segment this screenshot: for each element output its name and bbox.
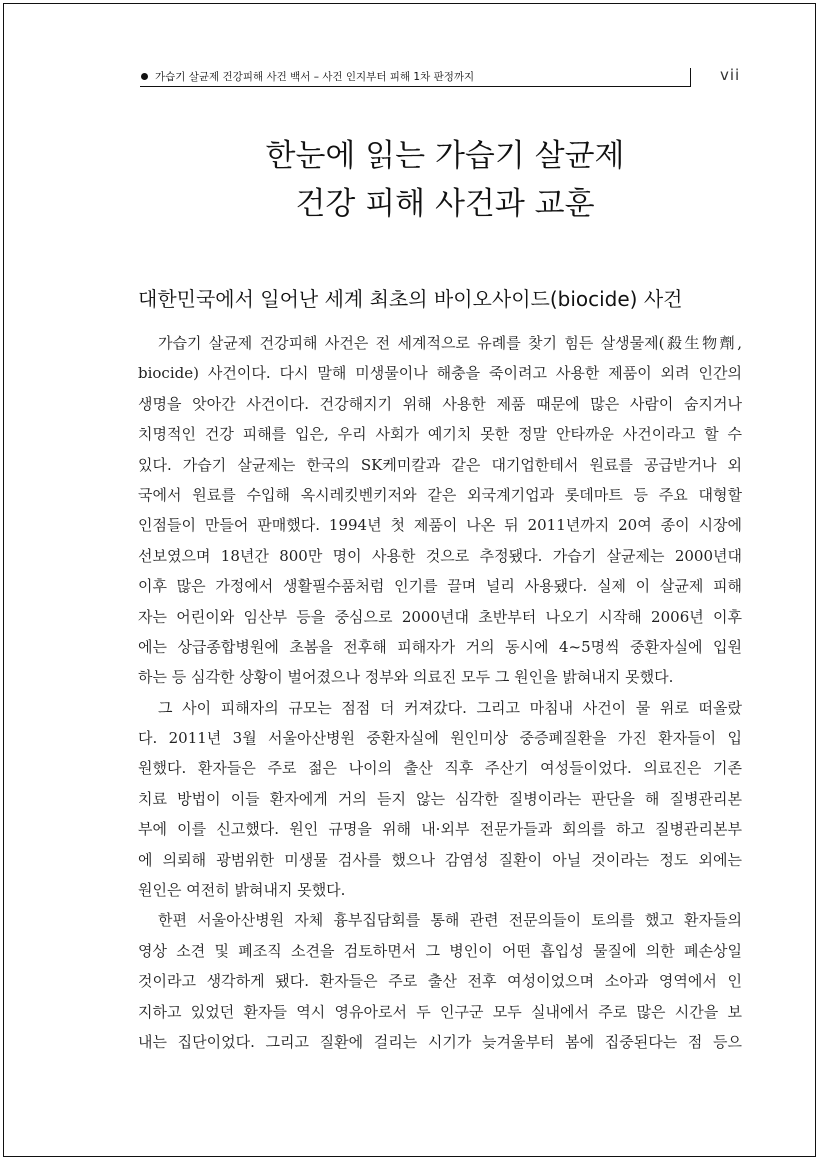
- body-text: [138, 328, 742, 1057]
- text-line: 것이라고 생각하게 됐다. 환자들은 주로 출산 전후 여성이었으며 소아과 영역에서 인: [138, 972, 742, 991]
- text-line: 하는 등 심각한 상황이 벌어졌으나 정부와 의료진 모두 그 원인을 밝혀내지 못했다.: [138, 668, 674, 687]
- page-title: [140, 132, 750, 228]
- text-line: 인점들이 만들어 판매했다. 1994년 첫 제품이 나온 뒤 2011년까지 20여 종이 시장에: [138, 516, 742, 535]
- title-line-2: 건강 피해 사건과 교훈: [295, 186, 595, 222]
- running-header: [140, 68, 691, 87]
- section-heading: 대한민국에서 일어난 세계 최초의 바이오사이드(biocide) 사건: [138, 287, 683, 311]
- text-line: 다. 2011년 3월 서울아산병원 중환자실에 원인미상 중증폐질환을 가진 환자들이 입: [138, 729, 742, 748]
- text-line: 가습기 살균제 건강피해 사건은 전 세계적으로 유례를 찾기 힘든 살생물제(殺生物劑,: [158, 334, 742, 352]
- text-line: 한편 서울아산병원 자체 흉부집담회를 통해 관련 전문의들이 토의를 했고 환자들의: [158, 911, 742, 930]
- text-line: 영상 소견 및 폐조직 소견을 검토하면서 그 병인이 어떤 흡입성 물질에 의한 폐손상일: [138, 941, 742, 960]
- text-line: 원했다. 환자들은 주로 젊은 나이의 출산 직후 주산기 여성들이었다. 의료진은 기존: [138, 759, 742, 778]
- running-title: 가습기 살균제 건강피해 사건 백서 – 사건 인지부터 피해 1차 판정까지: [155, 71, 475, 83]
- text-line: 치명적인 건강 피해를 입은, 우리 사회가 예기치 못한 정말 안타까운 사건이라고 할 수: [138, 425, 742, 444]
- text-line: 지하고 있었던 환자들 역시 영유아로서 두 인구군 모두 실내에서 주로 많은 시간을 보: [138, 1002, 742, 1021]
- text-line: biocide) 사건이다. 다시 말해 미생물이나 해충을 죽이려고 사용한 제품이 외려 인간의: [138, 364, 742, 383]
- title-line-1: 한눈에 읽는 가습기 살균제: [265, 138, 625, 174]
- text-line: 생명을 앗아간 사건이다. 건강해지기 위해 사용한 제품 때문에 많은 사람이 숨지거나: [138, 394, 742, 413]
- text-line: 자는 어린이와 임산부 등을 중심으로 2000년대 초반부터 나오기 시작해 2006년 이후: [138, 607, 742, 626]
- page-number: vii: [720, 66, 741, 84]
- text-line: 이후 많은 가정에서 생활필수품처럼 인기를 끌며 널리 사용됐다. 실제 이 살균제 피해: [138, 577, 742, 596]
- text-line: 있다. 가습기 살균제는 한국의 SK케미칼과 같은 대기업한테서 원료를 공급받거나 외: [138, 455, 742, 474]
- text-line: 에 의뢰해 광범위한 미생물 검사를 했으나 감염성 질환이 아닐 것이라는 정도 외에는: [138, 850, 742, 869]
- text-line: 원인은 여전히 밝혀내지 못했다.: [138, 881, 346, 900]
- text-line: 치료 방법이 이들 환자에게 거의 듣지 않는 심각한 질병이라는 판단을 해 질병관리본: [138, 789, 742, 808]
- text-line: 에는 상급종합병원에 초봄을 전후해 피해자가 거의 동시에 4~5명씩 중환자실에 입원: [138, 637, 742, 656]
- text-line: 내는 집단이었다. 그리고 질환에 걸리는 시기가 늦겨울부터 봄에 집중된다는 점 등으: [138, 1032, 742, 1051]
- text-line: 선보였으며 18년간 800만 명이 사용한 것으로 추정됐다. 가습기 살균제는 2000년대: [138, 546, 742, 565]
- text-line: 국에서 원료를 수입해 옥시레킷벤키저와 같은 외국계기업과 롯데마트 등 주요 대형할: [138, 485, 742, 504]
- text-line: 그 사이 피해자의 규모는 점점 더 커져갔다. 그리고 마침내 사건이 물 위로 떠올랐: [158, 698, 742, 717]
- bullet-icon: [141, 73, 148, 80]
- text-line: 부에 이를 신고했다. 원인 규명을 위해 내·외부 전문가들과 회의를 하고 질병관리본부: [138, 820, 742, 839]
